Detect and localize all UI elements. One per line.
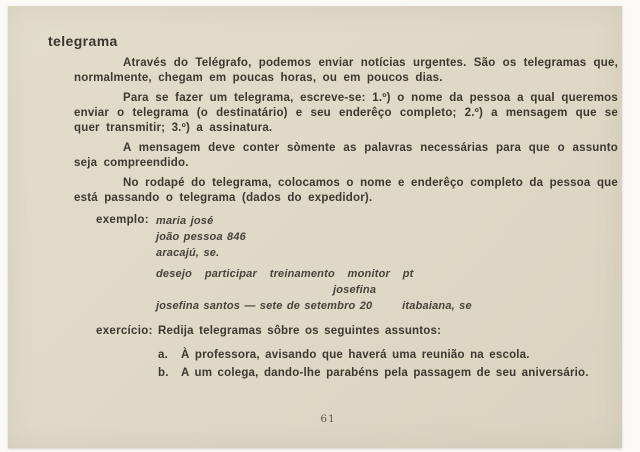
exercise-item-list bbox=[158, 346, 618, 382]
paragraph-footer-info: No rodapé do telegrama, colocamos o nome e enderêço completo da pessoa que está passando o telegrama (dados do expedidor). bbox=[74, 177, 618, 204]
example-recipient-city: aracajú, se. bbox=[156, 247, 220, 259]
exercise-item-b-text: A um colega, dando-lhe parabéns pela passagem de seu aniversário. bbox=[181, 367, 589, 379]
example-sender-line: josefina santos — sete de setembro 20 itabaiana, se bbox=[156, 300, 472, 312]
example-recipient-address: joão pessoa 846 bbox=[156, 231, 246, 243]
example-recipient-name: maria josé bbox=[156, 215, 214, 227]
paragraph-howto: Para se fazer um telegrama, escreve-se: 1.º) o nome da pessoa a qual queremos enviar o telegrama (o destinatário) e seu enderêço completo; 2.º) a mensagem que se quer transmitir; 3.º) a assinatura. bbox=[74, 92, 618, 134]
exercise-item-a bbox=[158, 346, 618, 364]
example-label: exemplo: bbox=[96, 214, 149, 226]
exercise-item-b bbox=[158, 364, 618, 382]
example-message-line: desejo participar treinamento monitor pt bbox=[156, 268, 414, 280]
exercise-item-b-marker: b. bbox=[158, 367, 169, 379]
example-signature: josefina bbox=[333, 284, 377, 296]
exercise-item-a-marker: a. bbox=[158, 349, 168, 361]
telegram-example bbox=[156, 213, 472, 314]
paragraph-message: A mensagem deve conter sòmente as palavras necessárias para que o assunto seja compreendido. bbox=[74, 142, 618, 169]
book-page bbox=[8, 6, 622, 448]
page-title: telegrama bbox=[48, 33, 118, 49]
exercise-item-a-text: À professora, avisando que haverá uma reunião na escola. bbox=[181, 349, 530, 361]
page-number: 61 bbox=[320, 413, 336, 425]
paragraph-intro: Através do Telégrafo, podemos enviar notícias urgentes. São os telegramas que, normalmente, chegam em poucas horas, ou em poucos dias. bbox=[74, 57, 618, 84]
body-paragraphs bbox=[74, 56, 618, 211]
exercise-instruction: Redija telegramas sôbre os seguintes assuntos: bbox=[158, 325, 442, 337]
exercise-label: exercício: bbox=[96, 325, 153, 337]
